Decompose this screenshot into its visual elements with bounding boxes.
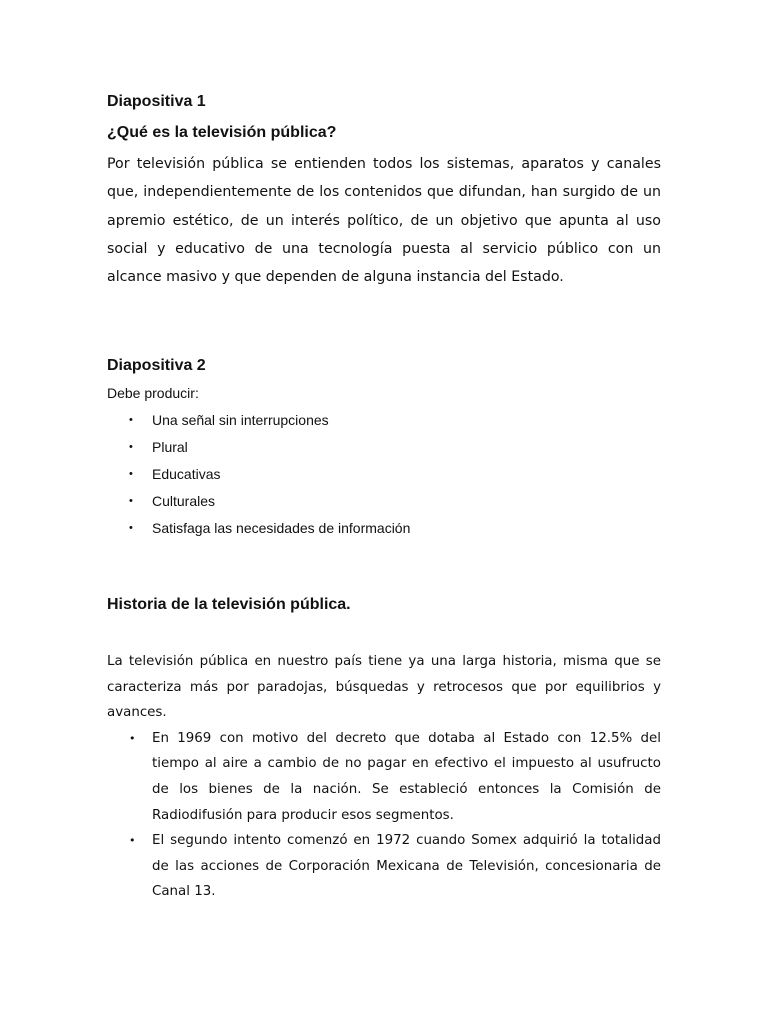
slide1-question: ¿Qué es la televisión pública? [107,124,337,141]
list-item [107,407,661,434]
slide2-list [107,407,661,542]
bullet-icon: • [129,468,133,480]
bullet-icon: • [129,731,136,745]
list-item [107,461,661,488]
bullet-icon: • [129,441,133,453]
list-item-text: Educativas [152,466,221,482]
history-paragraph: La televisión pública en nuestro país tiene ya una larga historia, misma que se caracteriza más por paradojas, búsquedas y retrocesos que por equilibrios y avances. [107,654,661,721]
history-section [107,595,661,905]
list-item-text: El segundo intento comenzó en 1972 cuando Somex adquirió la totalidad de las acciones de Corporación Mexicana de Televisión, concesionaria de Canal 13. [152,833,661,900]
bullet-icon: • [129,522,133,534]
bullet-icon: • [129,414,133,426]
slide1-paragraph: Por televisión pública se entienden todos los sistemas, aparatos y canales que, independientemente de los contenidos que difundan, han surgido de un apremio estético, de un interés político, de un objetivo que apunta al uso social y educativo de una tecnología puesta al servicio público con un alcance masivo y que dependen de alguna instancia del Estado. [107,156,661,286]
bullet-icon: • [129,834,136,848]
slide2-intro: Debe producir: [107,385,199,401]
slide2-section [107,356,661,542]
list-item-text: Plural [152,439,188,455]
slide1-section [107,92,661,291]
bullet-icon: • [129,495,133,507]
list-item-text: Satisfaga las necesidades de información [152,520,411,536]
history-list [107,726,661,905]
list-item-text: En 1969 con motivo del decreto que dotaba al Estado con 12.5% del tiempo al aire a cambio de no pagar en efectivo el impuesto al usufructo de los bienes de la nación. Se estableció entonces la Comisión de Radiodifusión para producir esos segmentos. [152,730,661,823]
list-item [107,828,661,905]
slide2-title: Diapositiva 2 [107,357,206,374]
list-item [107,726,661,828]
history-title: Historia de la televisión pública. [107,596,351,613]
list-item [107,434,661,461]
slide1-title: Diapositiva 1 [107,93,206,110]
list-item [107,488,661,515]
list-item [107,515,661,542]
list-item-text: Culturales [152,493,216,509]
list-item-text: Una señal sin interrupciones [152,412,329,428]
